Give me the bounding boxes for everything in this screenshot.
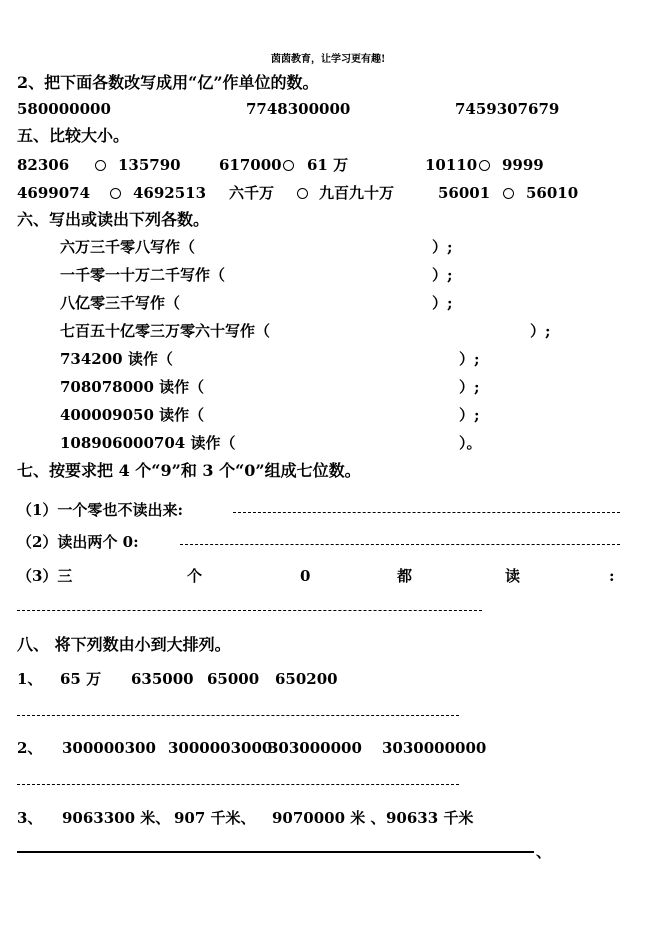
sort-number: 907 千米、 <box>174 809 256 827</box>
sort-number: 303000000 <box>268 739 362 757</box>
sort-number: 635000 <box>131 670 194 688</box>
section-6-title: 六、写出或读出下列各数。 <box>17 210 210 229</box>
compare-b: 135790 <box>118 156 181 174</box>
write-item: 八亿零三千写作（ <box>60 294 181 312</box>
compare-circle[interactable] <box>110 188 121 199</box>
sort-end-mark: 、 <box>536 843 552 861</box>
sort-number: 9063300 米、 <box>62 809 171 827</box>
compare-b: 9999 <box>502 156 544 174</box>
compare-circle[interactable] <box>283 160 294 171</box>
number-3: 7459307679 <box>455 100 560 118</box>
sort-number: 650200 <box>275 670 338 688</box>
read-item-end: ）; <box>459 406 480 424</box>
answer-line-3[interactable] <box>17 610 482 611</box>
compare-circle[interactable] <box>297 188 308 199</box>
sort-number: 65 万 <box>60 670 102 688</box>
section-8-title: 八、 将下列数由小到大排列。 <box>17 635 231 654</box>
compare-circle[interactable] <box>95 160 106 171</box>
compare-a: 10110 <box>425 156 478 174</box>
question-1: （1）一个零也不读出来: <box>17 501 183 519</box>
answer-line-2[interactable] <box>180 544 620 545</box>
sort-number: 3000003000 <box>168 739 273 757</box>
question-3-part: （3）三 <box>17 567 73 585</box>
section-5-title: 五、比较大小。 <box>17 126 130 145</box>
write-item-end: ）; <box>432 238 453 256</box>
section-2-title: 2、把下面各数改写成用“亿”作单位的数。 <box>17 73 319 92</box>
write-item-end: ）; <box>530 322 551 340</box>
sort-answer-line-3[interactable] <box>17 851 534 853</box>
compare-a: 82306 <box>17 156 70 174</box>
question-3-part: 个 <box>187 567 203 585</box>
question-2: （2）读出两个 0: <box>17 533 139 551</box>
sort-label: 3、 <box>17 809 43 827</box>
read-item: 734200 读作（ <box>60 350 173 368</box>
question-3-part: 0 <box>300 567 311 585</box>
read-item-end: ）。 <box>459 434 482 452</box>
sort-answer-line-1[interactable] <box>17 715 459 716</box>
number-1: 580000000 <box>17 100 111 118</box>
read-item: 400009050 读作（ <box>60 406 205 424</box>
compare-circle[interactable] <box>479 160 490 171</box>
sort-number: 65000 <box>207 670 260 688</box>
compare-b: 61 万 <box>307 156 349 174</box>
read-item: 108906000704 读作（ <box>60 434 236 452</box>
compare-a: 六千万 <box>229 184 275 202</box>
compare-b: 4692513 <box>133 184 207 202</box>
write-item-end: ）; <box>432 294 453 312</box>
sort-label: 1、 <box>17 670 43 688</box>
compare-b: 九百九十万 <box>319 184 395 202</box>
write-item: 七百五十亿零三万零六十写作（ <box>60 322 271 340</box>
read-item-end: ）; <box>459 378 480 396</box>
sort-answer-line-2[interactable] <box>17 784 459 785</box>
read-item-end: ）; <box>459 350 480 368</box>
compare-a: 56001 <box>438 184 491 202</box>
question-3-part: : <box>609 567 615 585</box>
write-item: 六万三千零八写作（ <box>60 238 196 256</box>
write-item-end: ）; <box>432 266 453 284</box>
compare-a: 617000 <box>219 156 282 174</box>
sort-number: 3030000000 <box>382 739 487 757</box>
compare-circle[interactable] <box>503 188 514 199</box>
compare-b: 56010 <box>526 184 579 202</box>
sort-label: 2、 <box>17 739 43 757</box>
sort-number: 9070000 米 、 <box>272 809 386 827</box>
sort-number: 90633 千米 <box>386 809 474 827</box>
compare-a: 4699074 <box>17 184 91 202</box>
number-2: 7748300000 <box>246 100 351 118</box>
read-item: 708078000 读作（ <box>60 378 205 396</box>
question-3-part: 读 <box>505 567 521 585</box>
sort-number: 300000300 <box>62 739 156 757</box>
page-header: 茵茵教育，让学习更有趣! <box>271 54 386 65</box>
answer-line-1[interactable] <box>233 512 620 513</box>
section-7-title: 七、按要求把 4 个“9”和 3 个“0”组成七位数。 <box>17 461 361 480</box>
write-item: 一千零一十万二千写作（ <box>60 266 226 284</box>
question-3-part: 都 <box>397 567 413 585</box>
